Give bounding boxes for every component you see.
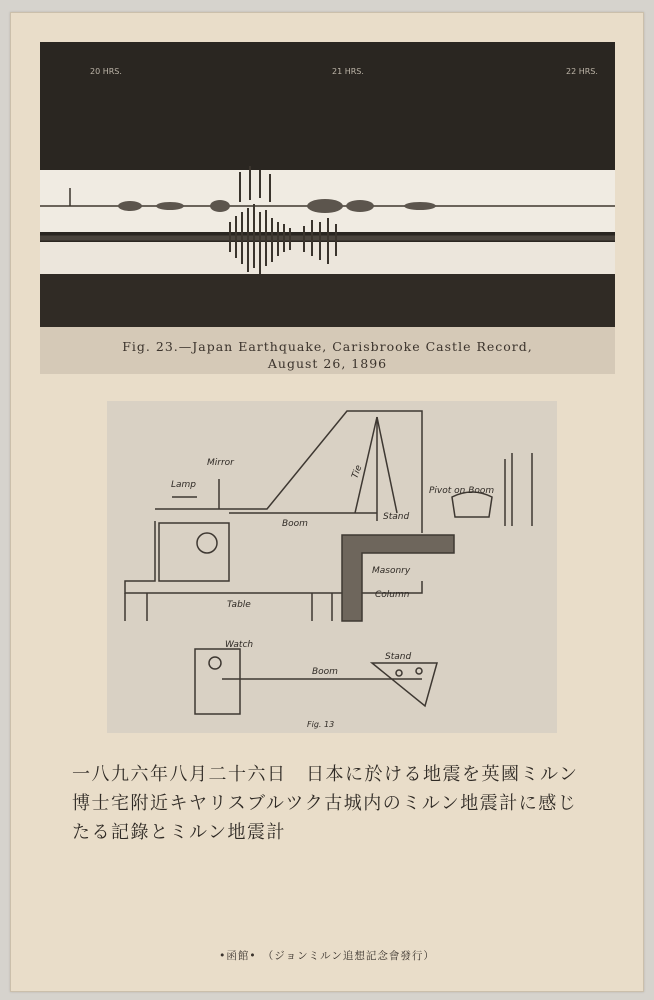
- seismograph-diagram: [107, 401, 557, 733]
- hour-mark-21: 21 HRS.: [332, 67, 364, 76]
- japanese-description: [72, 760, 592, 847]
- japanese-line-3: たる記錄とミルン地震計: [72, 822, 287, 843]
- label-tie: Tie: [350, 463, 365, 481]
- label-lamp: Lamp: [171, 480, 197, 490]
- label-boom-upper: Boom: [282, 519, 308, 529]
- seismogram-caption: [40, 338, 615, 372]
- japanese-line-2: 博士宅附近キヤリスブルツク古城内のミルン地震計に感じ: [72, 793, 578, 814]
- japanese-line-1: 一八九六年八月二十六日 日本に於ける地震を英國ミルン: [72, 764, 579, 785]
- hour-mark-20: 20 HRS.: [90, 67, 122, 76]
- caption-line-2: August 26, 1896: [267, 356, 388, 371]
- seismogram-figure: [40, 42, 615, 374]
- label-pivot: Pivot on Boom: [429, 486, 495, 496]
- label-stand-lower: Stand: [385, 652, 412, 662]
- label-boom-lower: Boom: [312, 667, 338, 677]
- publisher-line: •函館• （ジョンミルン追想記念會發行）: [219, 950, 435, 962]
- caption-line-1: Fig. 23.—Japan Earthquake, Carisbrooke Castle Record,: [122, 339, 533, 354]
- label-stand-upper: Stand: [383, 512, 410, 522]
- label-watch: Watch: [225, 640, 254, 650]
- label-fig-no: Fig. 13: [307, 720, 335, 729]
- hour-mark-22: 22 HRS.: [566, 67, 598, 76]
- seismogram-record: [40, 42, 615, 327]
- label-table: Table: [227, 600, 251, 610]
- label-column: Column: [375, 590, 410, 600]
- label-mirror: Mirror: [207, 458, 234, 468]
- label-masonry: Masonry: [372, 566, 411, 576]
